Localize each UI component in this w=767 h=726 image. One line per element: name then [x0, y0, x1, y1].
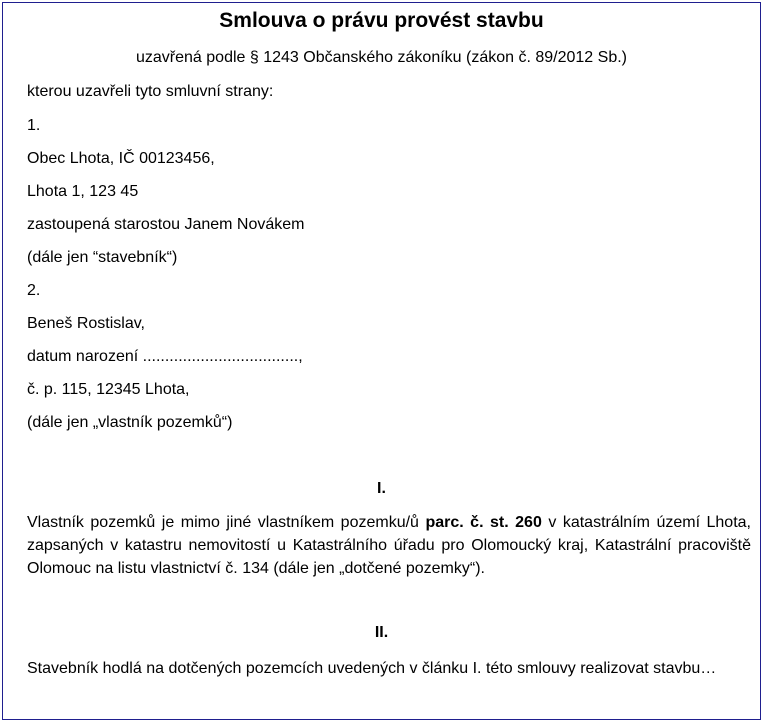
article1-paragraph: [27, 511, 751, 580]
party1-number: 1.: [27, 117, 41, 134]
article2-paragraph: Stavebník hodlá na dotčených pozemcích uvedených v článku I. této smlouvy realizovat stavbu…: [27, 660, 717, 677]
parcel-number: parc. č. st. 260: [425, 514, 542, 531]
party2-number: 2.: [27, 282, 41, 299]
article1-text-after: v katastrálním území Lhota, zapsaných v katastru nemovitostí u Katastrálního úřadu pro Olomoucký kraj, Katastrální pracoviště Olomouc na listu vlastnictví č. 134 (dále jen „dotčené pozemky“).: [27, 514, 751, 577]
party1-alias: (dále jen “stavebník“): [27, 249, 178, 266]
party1-name: Obec Lhota, IČ 00123456,: [27, 150, 215, 167]
intro-line: kterou uzavřeli tyto smluvní strany:: [27, 83, 274, 100]
article1-heading: I.: [377, 480, 386, 497]
party2-birth: datum narození ...................................,: [27, 348, 303, 365]
article1-text-before: Vlastník pozemků je mimo jiné vlastníkem pozemku/ů: [27, 514, 426, 531]
party2-address: č. p. 115, 12345 Lhota,: [27, 381, 190, 398]
document-page: [2, 2, 761, 720]
document-title: Smlouva o právu provést stavbu: [219, 9, 544, 32]
article2-heading: II.: [374, 624, 389, 641]
party2-alias: (dále jen „vlastník pozemků“): [27, 414, 233, 431]
document-subtitle: uzavřená podle § 1243 Občanského zákoníku (zákon č. 89/2012 Sb.): [136, 49, 627, 66]
party2-name: Beneš Rostislav,: [27, 315, 145, 332]
party1-address: Lhota 1, 123 45: [27, 183, 139, 200]
party1-representative: zastoupená starostou Janem Novákem: [27, 216, 305, 233]
